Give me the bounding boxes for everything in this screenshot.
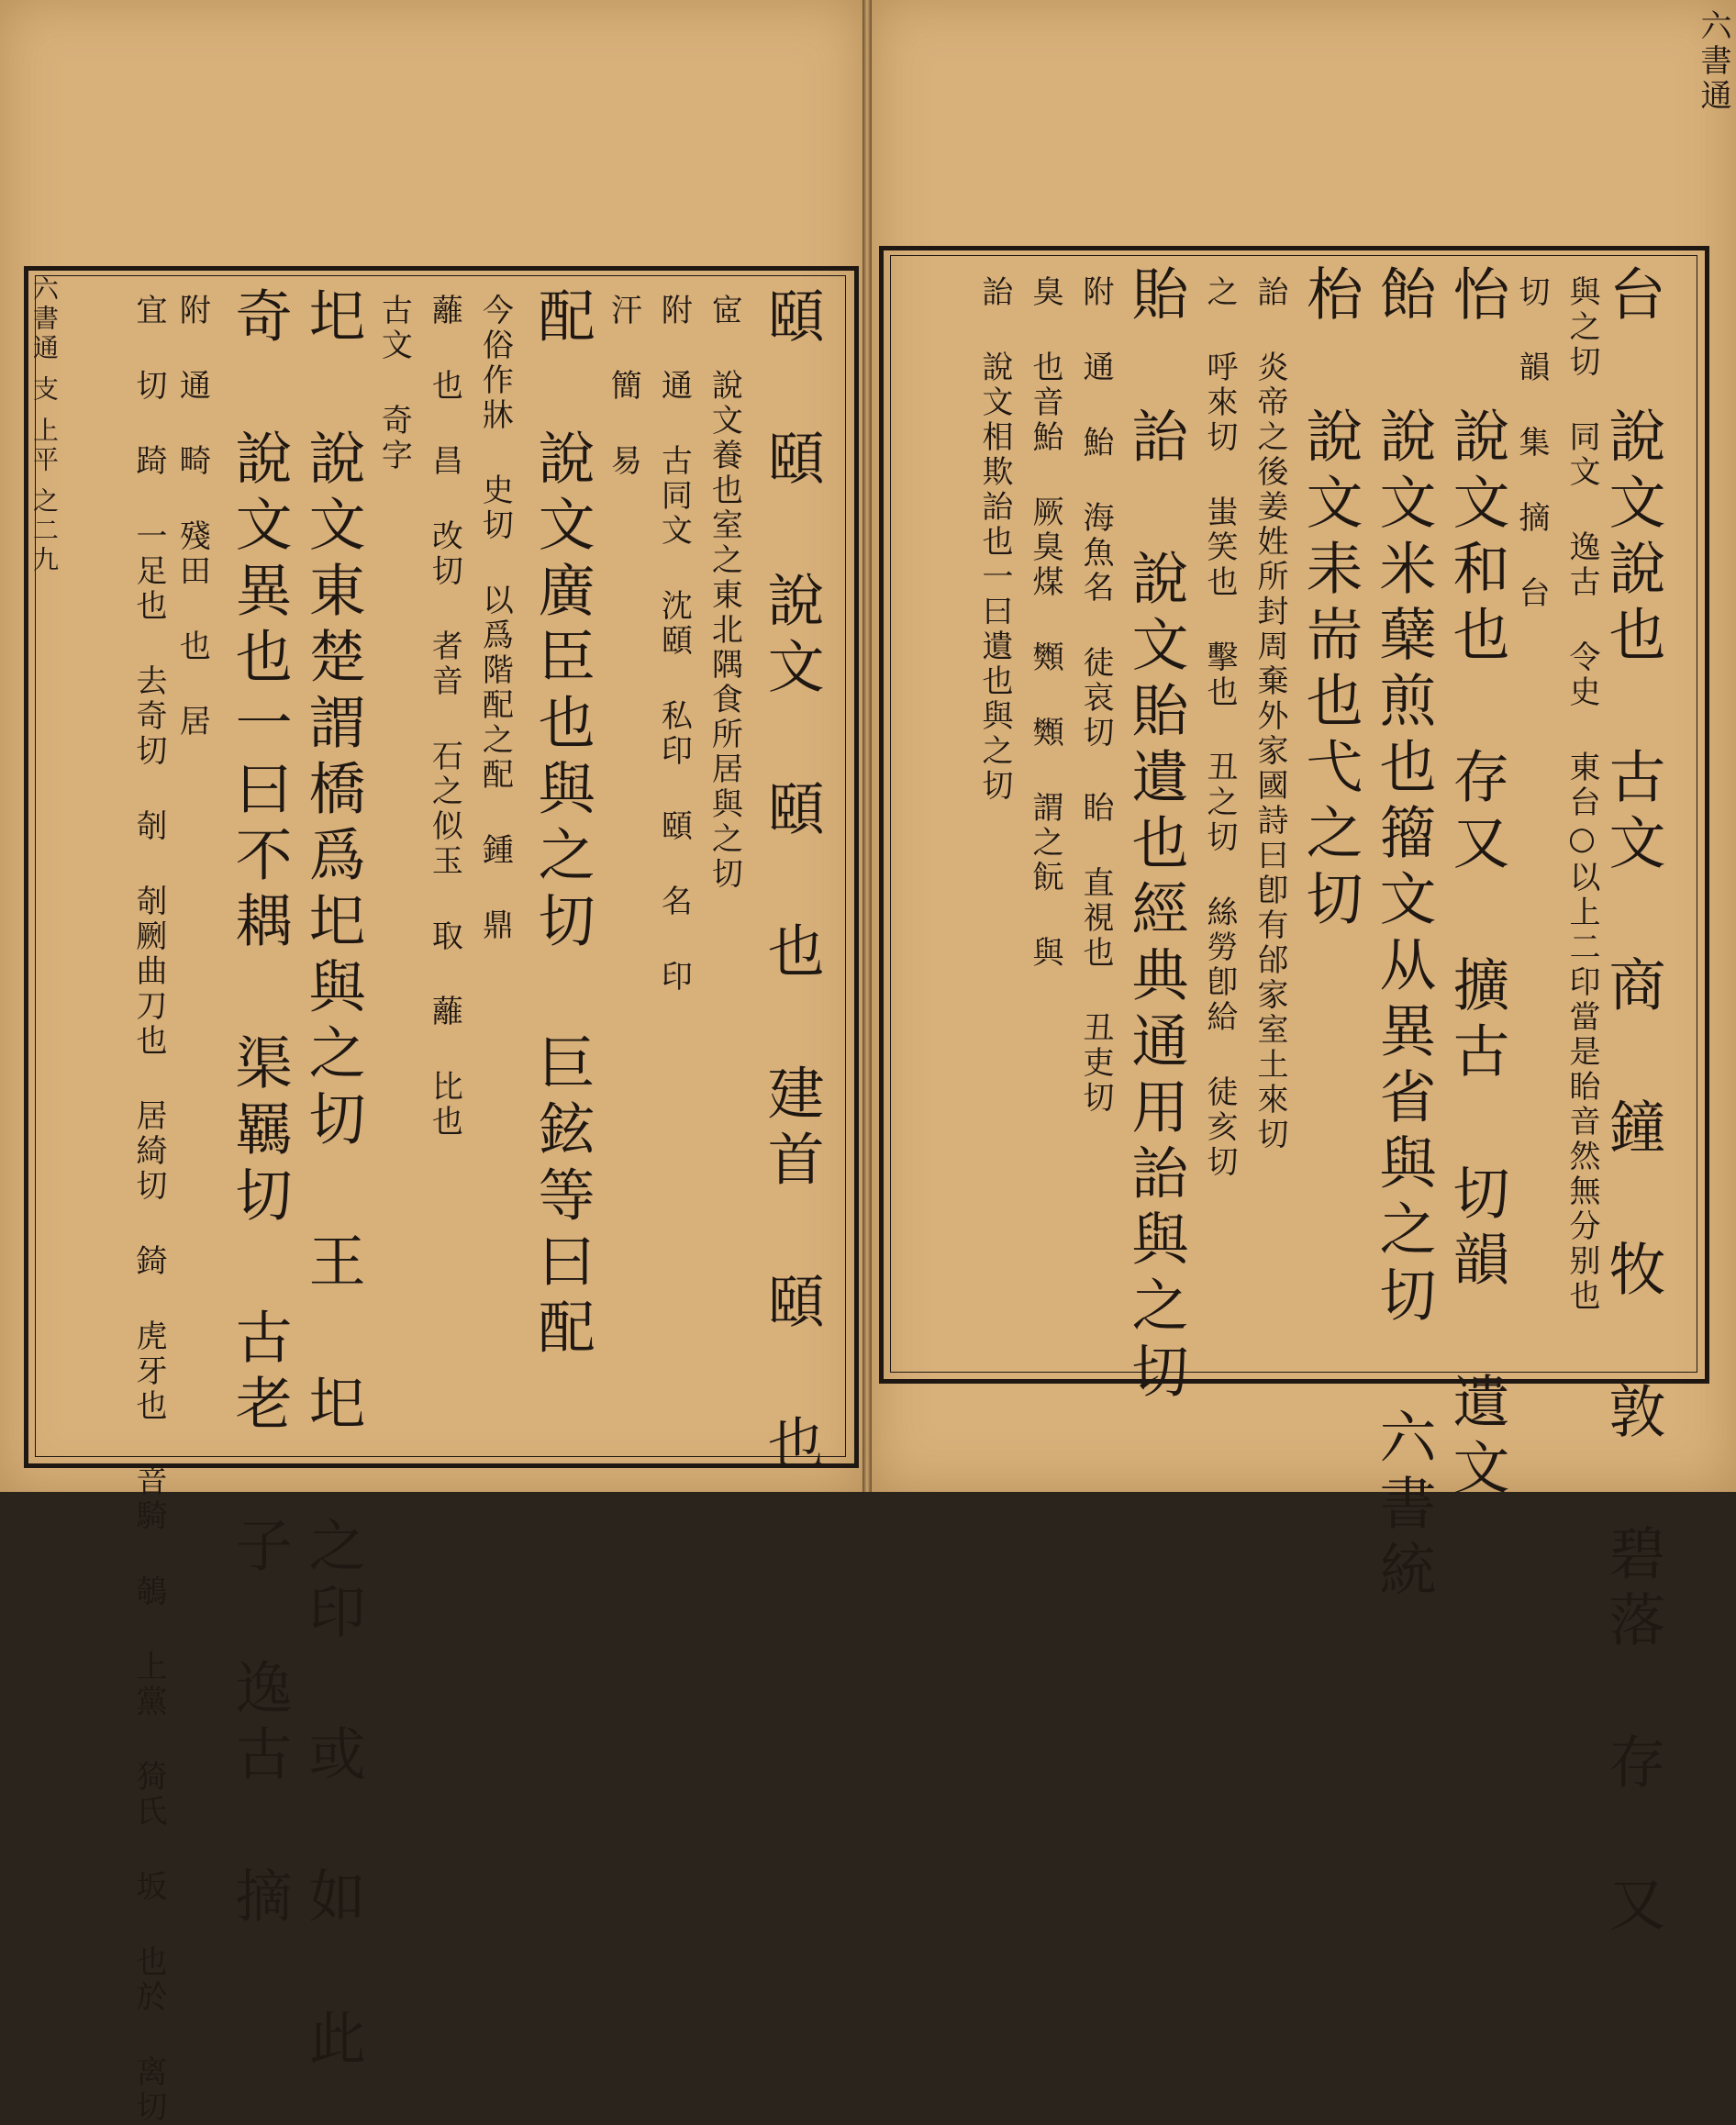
left-column-2: 宧 說文養也室之東北隅食所居與之切 bbox=[706, 294, 743, 892]
right-column-5: 飴 說文米蘖煎也籀文从異省與之切 六書統 bbox=[1370, 264, 1437, 1606]
right-column-3: 切 韻 集 摘 台 bbox=[1513, 275, 1550, 611]
left-column-12: 宜 切 踦 一足也 去奇切 剞 剞劂曲刀也 居綺切 錡 虎牙也 音騎 鵸 上黨 猗氏 坂 也於 离切 bbox=[130, 294, 167, 2125]
right-column-6: 枱 說文耒耑也弋之切 bbox=[1296, 264, 1363, 935]
right-column-12: 詒 說文相欺詒也一曰遺也與之切 bbox=[976, 275, 1013, 804]
section-label: 支 bbox=[29, 374, 60, 405]
right-column-8: 之 呼來切 蚩笑也 擊也 丑之切 絲勞卽給 徒亥切 bbox=[1201, 275, 1238, 1180]
right-column-10: 附 通 鮐 海魚名 徒哀切 眙 直視也 丑吏切 bbox=[1077, 275, 1114, 1116]
left-column-8: 古文 奇字 bbox=[375, 294, 413, 473]
page-margin-label bbox=[26, 275, 62, 1450]
right-column-2: 與之切 同文 逸古 令史 東台○以上二印當是眙音然無分别也 bbox=[1564, 275, 1600, 1314]
page-number: 之二九 bbox=[29, 486, 60, 575]
left-column-11: 附 通 畸 殘田 也 居 bbox=[173, 294, 211, 740]
left-column-7: 蘺 也 昌 改切 者音 石之似玉 取 蘺 比也 bbox=[426, 294, 463, 1140]
book-title-left: 六書通 bbox=[29, 275, 60, 363]
right-column-1: 台 說文說也 古文 商 鐘 牧 敦 碧落 存 又 bbox=[1599, 264, 1666, 1941]
left-column-3: 附 通 古同文 沈頤 私印 頤 名 印 bbox=[655, 294, 693, 995]
left-column-6: 今俗作牀 史切 以爲階配之配 鍾 鼎 bbox=[476, 294, 514, 943]
right-column-4: 怡 說文和也 存又 擴古 切韻 遺文 bbox=[1443, 264, 1510, 1504]
left-column-4: 汗 簡 易 bbox=[605, 294, 642, 479]
book-title: 六書通 bbox=[1695, 9, 1731, 114]
right-column-11: 臭 也音鮐 厥臭煤 䫶 䫶 謂之䬧 與 bbox=[1027, 275, 1063, 971]
tone-label: 上平 bbox=[29, 416, 60, 475]
right-column-7: 詒 炎帝之後姜姓所封周棄外家國詩曰卽有邰家室土來切 bbox=[1252, 275, 1288, 1152]
left-column-5: 配 說文廣臣也與之切 巨鉉等曰配 bbox=[529, 286, 596, 1363]
right-column-9: 貽 詒 說文貽遺也經典通用詒與之切 bbox=[1122, 264, 1189, 1407]
book-title-margin bbox=[1695, 9, 1736, 284]
book-gutter bbox=[862, 0, 872, 1492]
left-column-10: 奇 說文異也一曰不耦 渠羈切 古老 子 逸古 摘 bbox=[226, 286, 294, 1932]
left-column-1: 頤 頤 說文 頤 也 建首 頤 也 bbox=[758, 286, 826, 1480]
left-column-9: 圯 說文東楚謂橋爲圯與之切 王 圯 之印 或 如 此 bbox=[299, 286, 367, 2075]
